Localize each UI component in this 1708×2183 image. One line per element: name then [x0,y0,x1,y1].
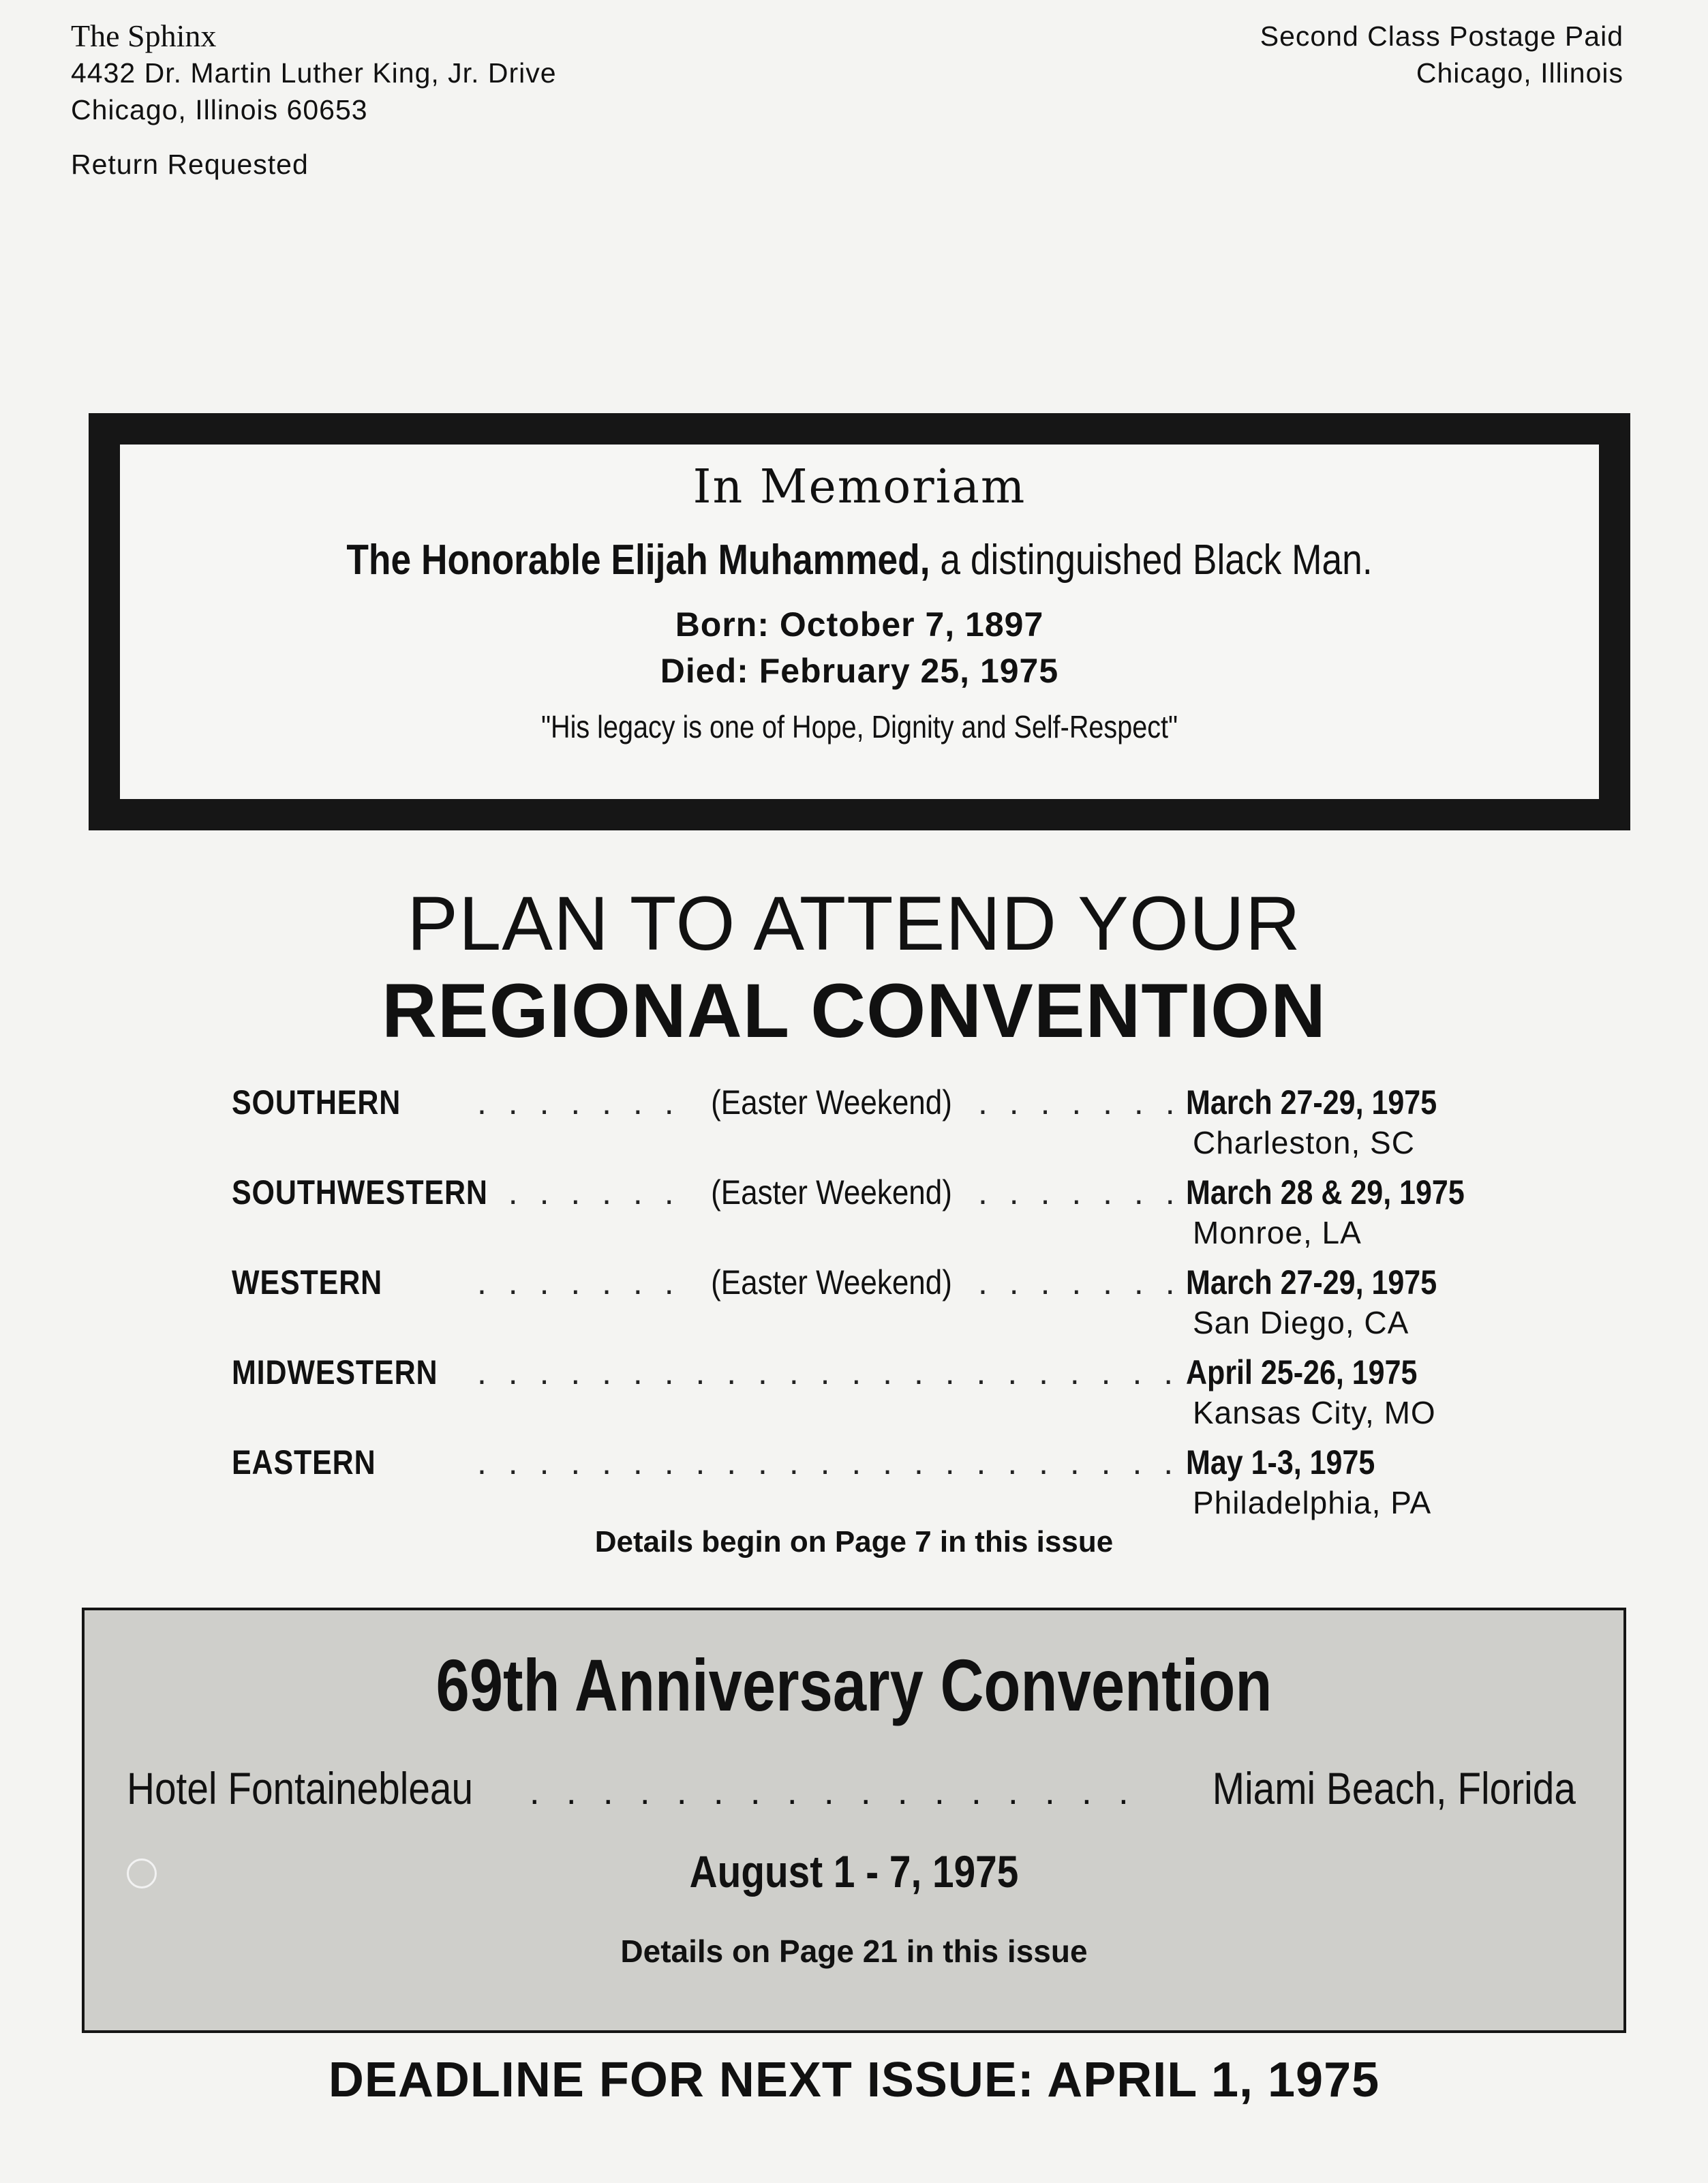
convention-note: (Easter Weekend) [711,1083,952,1121]
convention-region: EASTERN [232,1443,376,1481]
return-requested: Return Requested [71,149,309,180]
leader-dots [978,1170,1186,1215]
memoriam-name-line [224,533,1495,588]
memoriam-born: Born: October 7, 1897 [675,605,1044,644]
leader-dots [477,1170,685,1215]
sender-address-line1: 4432 Dr. Martin Luther King, Jr. Drive [71,57,557,89]
anniversary-dates: August 1 - 7, 1975 [689,1846,1019,1897]
leader-dots [477,1260,685,1305]
convention-city: San Diego, CA [1193,1305,1409,1340]
regional-heading-line2: REGIONAL CONVENTION [382,968,1326,1053]
postage-line1: Second Class Postage Paid [1260,20,1623,52]
convention-date: March 27-29, 1975 [1186,1083,1437,1121]
convention-note: (Easter Weekend) [711,1263,952,1301]
sender-address-block [71,18,557,183]
convention-city: Philadelphia, PA [1193,1485,1432,1520]
convention-region: SOUTHERN [232,1083,401,1121]
regional-heading-line1: PLAN TO ATTEND YOUR [407,881,1301,966]
convention-date: March 27-29, 1975 [1186,1263,1437,1301]
memoriam-quote: "His legacy is one of Hope, Dignity and Self-Respect" [540,709,1178,744]
punch-hole-icon [127,1858,157,1888]
anniversary-venue-line [127,1759,1576,1821]
anniversary-title: 69th Anniversary Convention [436,1644,1272,1726]
convention-date: March 28 & 29, 1975 [1186,1173,1465,1211]
memoriam-title: In Memoriam [692,460,1026,514]
convention-row-eastern [232,1440,1499,1530]
anniversary-hotel: Hotel Fontainebleau [127,1763,474,1813]
memoriam-box [89,413,1630,830]
convention-row-western [232,1260,1499,1350]
regional-details-note: Details begin on Page 7 in this issue [594,1525,1114,1559]
convention-row-midwestern [232,1350,1499,1440]
memoriam-died: Died: February 25, 1975 [660,652,1059,690]
convention-date: May 1-3, 1975 [1186,1443,1375,1481]
leader-dots [978,1080,1186,1125]
sender-address-line2: Chicago, Illinois 60653 [71,94,368,125]
convention-city: Monroe, LA [1193,1215,1362,1250]
anniversary-details-note: Details on Page 21 in this issue [620,1933,1088,1969]
convention-note: (Easter Weekend) [711,1173,952,1211]
anniversary-box [82,1608,1626,2033]
memoriam-name: The Honorable Elijah Muhammed, [346,537,930,584]
convention-region: WESTERN [232,1263,383,1301]
leader-dots [978,1260,1186,1305]
leader-dots [477,1350,1186,1395]
leader-dots [477,1440,1186,1485]
convention-row-southern [232,1080,1499,1170]
postage-line2: Chicago, Illinois [1416,57,1623,89]
memoriam-name-suffix: a distinguished Black Man. [930,537,1373,584]
convention-city: Kansas City, MO [1193,1395,1436,1430]
convention-date: April 25-26, 1975 [1186,1353,1418,1391]
convention-row-southwestern [232,1170,1499,1260]
deadline-notice: DEADLINE FOR NEXT ISSUE: APRIL 1, 1975 [328,2053,1380,2107]
leader-dots [477,1080,685,1125]
sender-name: The Sphinx [71,18,217,53]
regional-convention-list [232,1080,1499,1530]
postage-notice [1260,18,1623,91]
convention-city: Charleston, SC [1193,1125,1415,1160]
convention-region: SOUTHWESTERN [232,1173,488,1211]
anniversary-location: Miami Beach, Florida [1212,1763,1576,1813]
convention-region: MIDWESTERN [232,1353,438,1391]
leader-dots [530,1762,1153,1821]
